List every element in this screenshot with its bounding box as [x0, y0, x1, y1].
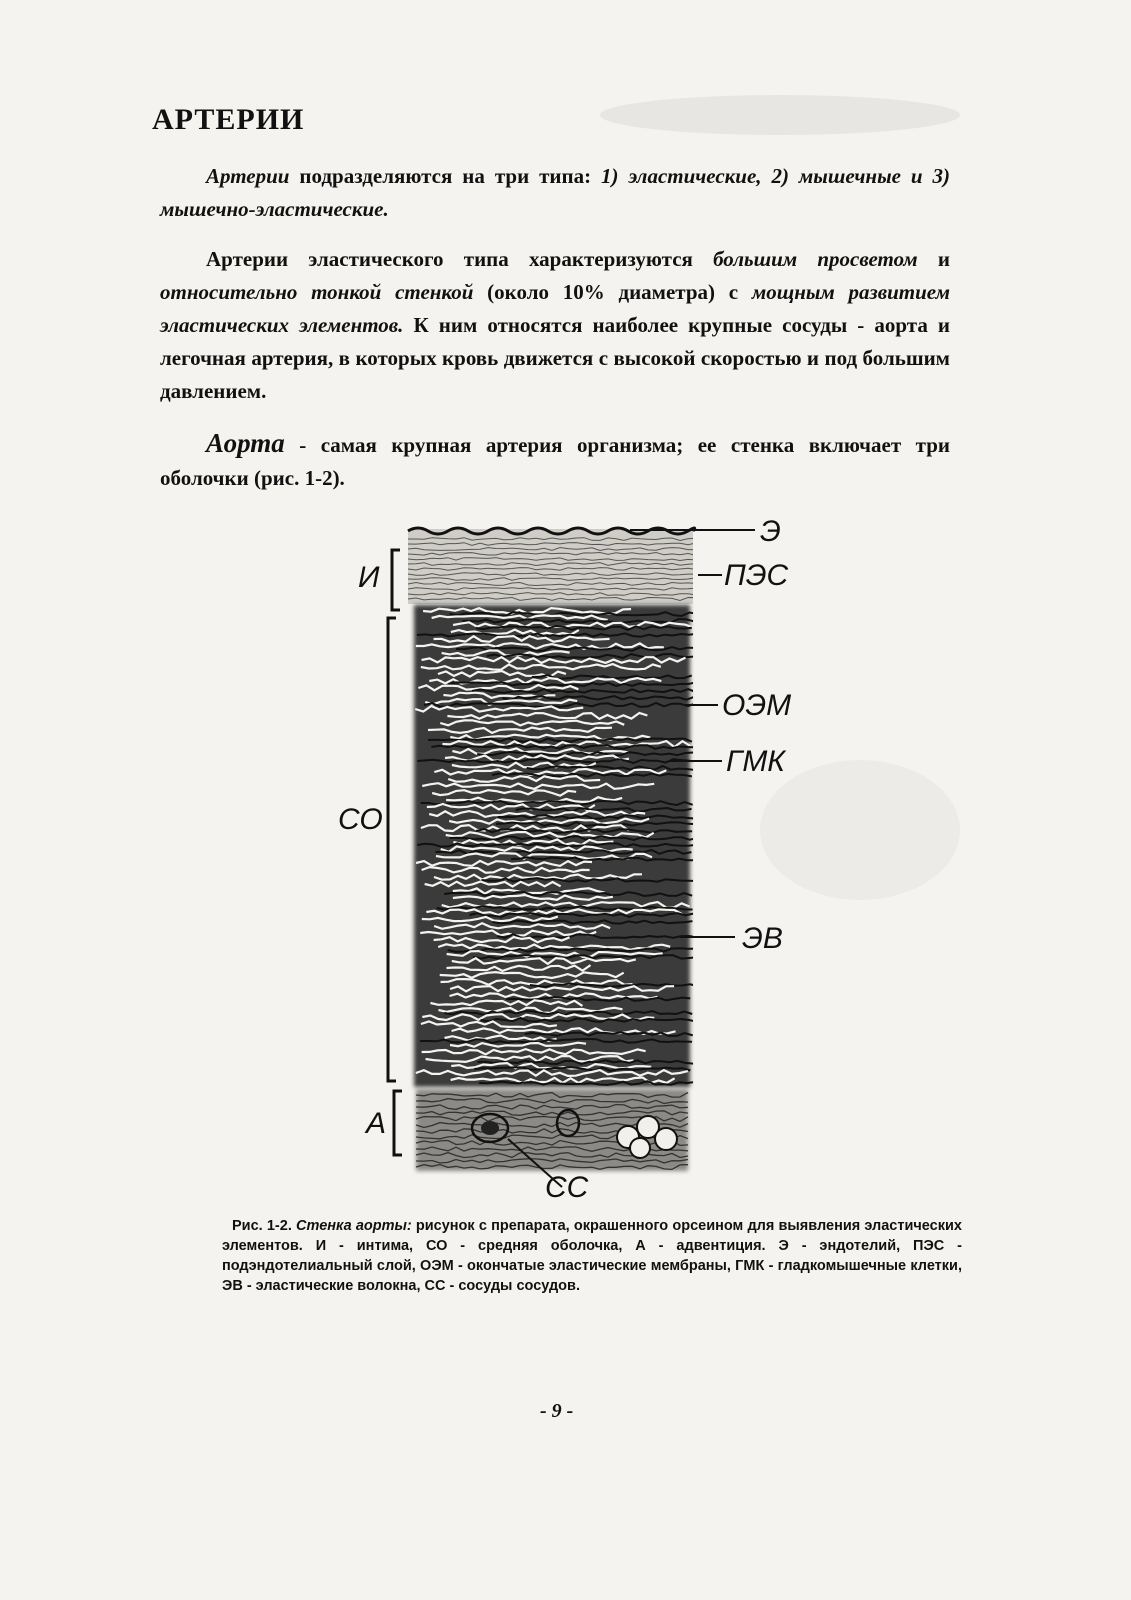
fat-cell — [630, 1138, 650, 1158]
term-arteries: Артерии — [206, 164, 290, 188]
figure-title: Стенка аорты: — [296, 1218, 412, 1234]
label-oem: ОЭМ — [722, 689, 792, 722]
bracket-intima — [392, 550, 400, 610]
bracket-adventitia — [394, 1091, 402, 1155]
fat-cell — [655, 1128, 677, 1150]
aorta-wall-figure — [330, 515, 810, 1215]
label-media: СО — [338, 803, 383, 836]
label-e: Э — [760, 515, 781, 548]
scan-smudge — [600, 95, 960, 135]
text-run: Артерии эластического типа характеризуются — [206, 247, 714, 271]
label-ev: ЭВ — [742, 922, 783, 955]
text-run: (около 10% диаметра) с — [473, 280, 752, 304]
page-number: - 9 - — [540, 1400, 574, 1422]
figure-number: Рис. 1-2. — [232, 1218, 292, 1234]
text-run: и — [917, 247, 950, 271]
paragraph-aorta — [160, 427, 950, 495]
label-gmk: ГМК — [726, 745, 785, 778]
caption-text: рисунок с препарата, окрашенного орсеином для выявления эластических элементов. И - интима, СО - средняя оболочка, А - адвентиция. Э - эндотелий, ПЭС - подэндотелиальный слой, ОЭМ - окончатые эластические мембраны, ГМК - гладкомышечные клетки, ЭВ - эластические волокна, СС - сосуды сосудов. — [222, 1218, 962, 1294]
types-list: 1) эластические, 2) мышечные и 3) мышечно-эластические. — [160, 164, 950, 221]
label-adventitia: А — [366, 1107, 387, 1140]
label-intima: И — [358, 561, 380, 594]
bracket-media — [388, 618, 396, 1081]
vasa-vasorum — [481, 1121, 499, 1135]
label-pes: ПЭС — [724, 559, 789, 592]
section-heading: АРТЕРИИ — [152, 103, 305, 136]
figure-caption — [222, 1216, 962, 1296]
label-ss: СС — [545, 1171, 589, 1204]
text-run: подразделяются на три типа: — [289, 164, 602, 188]
emphasis-elastic-elements: мощным развитием эластических элементов. — [160, 280, 950, 337]
emphasis-lumen: большим просветом — [713, 247, 918, 271]
text-run: К ним относятся наиболее крупные сосуды - аорта и легочная артерия, в которых кровь движется с высокой скоростью и под большим давлением. — [160, 313, 951, 403]
term-aorta: Аорта — [206, 428, 285, 458]
paragraph-arteries-types — [160, 160, 950, 226]
paragraph-elastic-arteries — [160, 243, 950, 408]
text-run: - самая крупная артерия организма; ее стенка включает три оболочки (рис. 1-2). — [160, 433, 950, 490]
emphasis-thin-wall: относительно тонкой стенкой — [160, 280, 474, 304]
